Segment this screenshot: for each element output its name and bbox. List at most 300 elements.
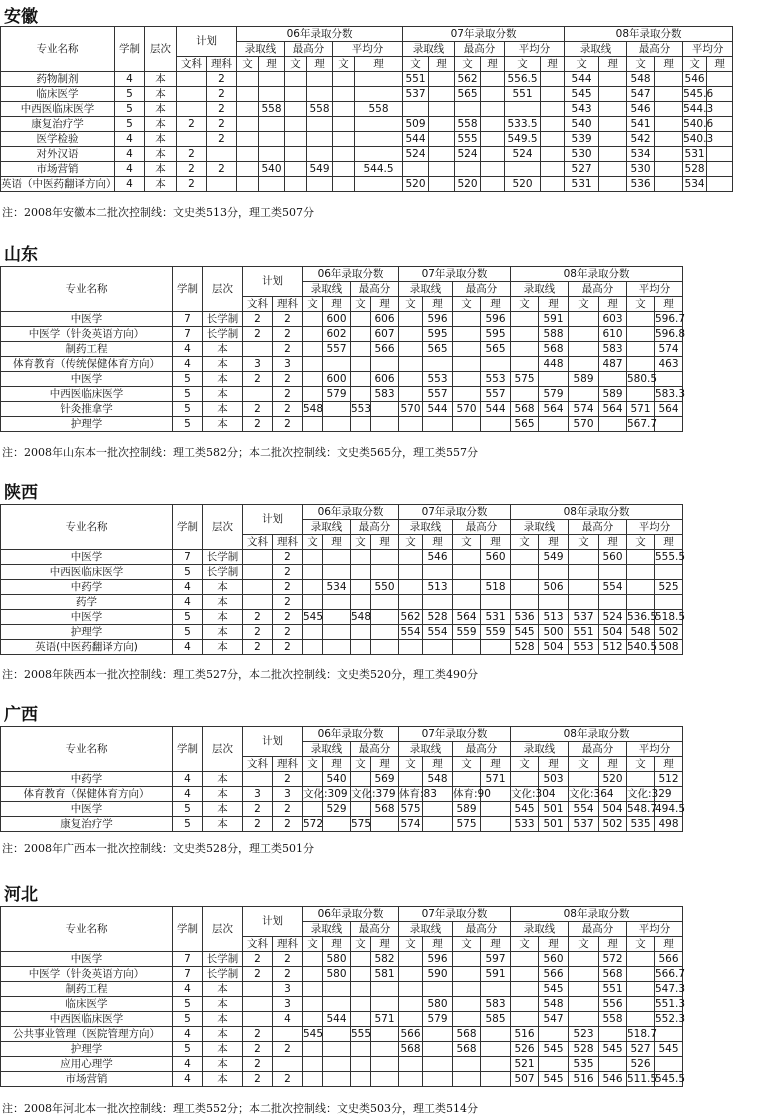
score-cell: [511, 997, 539, 1012]
header-score-type: 录取线: [303, 742, 351, 757]
score-cell: 546: [684, 72, 705, 85]
header-score-type: 最高分: [627, 42, 683, 57]
score-cell: 504: [599, 625, 627, 640]
major-name: 中医学: [1, 802, 173, 817]
score-cell: [453, 772, 481, 787]
score-cell: 543: [565, 102, 599, 117]
score-cell: 体育:90: [453, 787, 491, 800]
score-cell: [481, 132, 505, 147]
score-cell: [307, 117, 333, 132]
score-cell: [655, 147, 683, 162]
table-row: [1, 117, 767, 132]
score-cell: [453, 997, 481, 1012]
score-cell: [505, 102, 541, 117]
score-cell: [351, 312, 371, 327]
plan-arts: 2: [243, 1072, 273, 1087]
score-cell: [333, 117, 355, 132]
score-cell: 556.5: [505, 72, 541, 87]
major-name: 护理学: [1, 625, 173, 640]
table-row: [1, 342, 767, 357]
level: 长学制: [203, 550, 243, 565]
score-cell: [429, 147, 455, 162]
score-cell: 568: [453, 1042, 481, 1057]
level: 本: [145, 177, 177, 192]
score-cell: [351, 595, 371, 610]
header-track: 理: [541, 57, 565, 72]
score-cell: [351, 952, 371, 967]
score-cell: 564: [599, 402, 627, 417]
score-cell: [303, 565, 323, 580]
header-track: 文: [511, 535, 539, 550]
score-cell: 534: [627, 147, 655, 162]
score-cell: [303, 802, 323, 817]
header-track: 文: [627, 535, 655, 550]
major-name: 中西医临床医学: [1, 102, 115, 117]
header-track: 理: [423, 757, 453, 772]
score-cell: [303, 1042, 323, 1057]
score-cell: 523: [569, 1027, 599, 1042]
plan-arts: [243, 1012, 273, 1027]
score-cell: 567.7: [627, 417, 658, 430]
duration: 5: [173, 817, 203, 832]
score-table: [0, 266, 767, 432]
score-cell: 512: [599, 640, 627, 655]
table-row: [1, 72, 767, 87]
score-table: [0, 726, 767, 832]
score-cell: [399, 312, 423, 327]
score-cell: 589: [569, 372, 599, 387]
score-cell: [399, 357, 423, 372]
plan-arts: [177, 87, 207, 102]
score-cell: [569, 387, 599, 402]
score-cell: 504: [539, 640, 569, 655]
score-cell: [303, 952, 323, 967]
duration: 5: [173, 802, 203, 817]
header-score-type: 录取线: [511, 520, 569, 535]
header-track: 文: [399, 535, 423, 550]
plan-arts: [243, 387, 273, 402]
level: 长学制: [203, 952, 243, 967]
score-cell: [351, 802, 371, 817]
score-cell: [303, 625, 323, 640]
plan-science: 3: [273, 982, 303, 997]
header-score-type: 最高分: [453, 742, 511, 757]
score-cell: [655, 372, 683, 387]
score-cell: [627, 595, 655, 610]
score-cell: [627, 312, 655, 327]
header-track: 理: [323, 937, 351, 952]
score-cell: [453, 952, 481, 967]
score-cell: [237, 87, 259, 102]
score-cell: 542: [627, 132, 655, 147]
score-cell: 545: [511, 802, 539, 817]
score-cell: [307, 147, 333, 162]
province-title: 广西: [4, 705, 38, 725]
plan-arts: 2: [243, 1027, 273, 1042]
header-score-type: 最高分: [351, 520, 399, 535]
score-cell: 580: [323, 967, 351, 982]
score-cell: [303, 417, 323, 432]
score-cell: 570: [453, 402, 481, 417]
score-cell: [355, 147, 403, 162]
score-cell: 565: [423, 342, 453, 357]
score-cell: [569, 772, 599, 787]
score-cell: [285, 147, 307, 162]
header-track: 理: [481, 57, 505, 72]
score-cell: [481, 162, 505, 177]
score-cell: 527: [627, 1042, 655, 1057]
score-cell: [627, 342, 655, 357]
score-cell: [323, 402, 351, 417]
header-duration: 学制: [173, 907, 203, 952]
score-cell: [333, 162, 355, 177]
score-cell: [481, 595, 511, 610]
major-name: 体育教育（保健体育方向）: [1, 787, 173, 802]
score-cell: [453, 967, 481, 982]
score-cell: 554: [400, 625, 421, 638]
header-duration: 学制: [173, 505, 203, 550]
score-cell: 575: [351, 817, 372, 830]
score-cell: 535: [627, 817, 655, 832]
duration: 4: [173, 595, 203, 610]
score-cell: [351, 372, 371, 387]
plan-science: [273, 1057, 303, 1072]
major-name: 中医学: [1, 312, 173, 327]
score-cell: [307, 132, 333, 147]
score-cell: [481, 640, 511, 655]
score-cell: 540.6: [683, 117, 714, 130]
duration: 7: [173, 312, 203, 327]
header-score-type: 录取线: [399, 520, 453, 535]
plan-science: [207, 177, 237, 192]
score-cell: [323, 1057, 351, 1072]
header-track: 理: [539, 535, 569, 550]
score-cell: [351, 387, 371, 402]
score-cell: 585: [481, 1012, 511, 1027]
header-track: 理: [539, 297, 569, 312]
header-track: 文: [569, 535, 599, 550]
header-track: 理: [423, 937, 453, 952]
level: 本: [203, 625, 243, 640]
score-cell: [511, 580, 539, 595]
header-track: 理: [599, 757, 627, 772]
score-cell: [399, 417, 423, 432]
duration: 5: [173, 417, 203, 432]
score-cell: 531: [481, 610, 511, 625]
header-year-07: 07年录取分数: [399, 505, 511, 520]
score-cell: 521: [511, 1057, 539, 1072]
header-track: 理: [371, 535, 399, 550]
plan-arts: 2: [243, 640, 273, 655]
score-cell: 530: [565, 147, 599, 162]
score-cell: [355, 87, 403, 102]
score-cell: [627, 565, 655, 580]
score-cell: [429, 87, 455, 102]
header-track: 理: [599, 937, 627, 952]
score-cell: 501: [539, 817, 569, 832]
score-cell: 549: [307, 162, 333, 177]
score-cell: 566: [400, 1027, 421, 1040]
score-cell: [323, 997, 351, 1012]
table-row: [1, 595, 767, 610]
score-cell: 534: [323, 580, 351, 595]
header-score-type: 最高分: [569, 742, 627, 757]
duration: 4: [173, 580, 203, 595]
score-cell: 571: [481, 772, 511, 787]
header-score-type: 最高分: [569, 922, 627, 937]
header-year-07: 07年录取分数: [399, 907, 511, 922]
score-cell: [403, 162, 429, 177]
plan-science: 3: [273, 997, 303, 1012]
level: 本: [203, 402, 243, 417]
score-cell: 518: [481, 580, 511, 595]
score-cell: [599, 1027, 627, 1042]
score-cell: [429, 72, 455, 87]
score-cell: 596.8: [655, 327, 686, 340]
score-cell: [399, 387, 423, 402]
score-cell: [453, 342, 481, 357]
score-cell: [399, 1057, 423, 1072]
duration: 4: [173, 1057, 203, 1072]
score-cell: [399, 967, 423, 982]
duration: 5: [173, 387, 203, 402]
header-track: 理: [323, 535, 351, 550]
score-cell: [481, 72, 505, 87]
score-cell: 560: [599, 550, 627, 565]
score-cell: [285, 102, 307, 117]
header-year-06: 06年录取分数: [237, 27, 403, 42]
score-cell: 500: [539, 625, 569, 640]
header-track: 文: [569, 297, 599, 312]
score-cell: 565: [511, 417, 539, 432]
plan-arts: 2: [243, 327, 273, 342]
score-cell: 546: [423, 550, 453, 565]
score-cell: [399, 772, 423, 787]
level: 长学制: [203, 312, 243, 327]
score-cell: 583: [371, 387, 399, 402]
score-cell: [707, 177, 733, 192]
score-cell: 513: [423, 580, 453, 595]
score-cell: 596: [423, 312, 453, 327]
score-cell: [541, 147, 565, 162]
score-cell: 535: [569, 1057, 599, 1072]
header-year-06: 06年录取分数: [303, 505, 399, 520]
score-cell: [351, 625, 371, 640]
header-score-type: 平均分: [627, 520, 683, 535]
score-cell: 544: [481, 402, 511, 417]
duration: 4: [173, 640, 203, 655]
score-cell: 545: [539, 1042, 569, 1057]
score-cell: [569, 312, 599, 327]
score-cell: [351, 327, 371, 342]
plan-science: 2: [273, 550, 303, 565]
major-name: 药学: [1, 595, 173, 610]
score-cell: [371, 595, 399, 610]
table-row: [1, 802, 767, 817]
header-track: 理: [423, 297, 453, 312]
major-name: 对外汉语: [1, 147, 115, 162]
score-cell: [351, 550, 371, 565]
score-cell: [429, 132, 455, 147]
score-cell: [323, 550, 351, 565]
score-cell: [569, 580, 599, 595]
plan-arts: 2: [243, 967, 273, 982]
score-cell: [371, 640, 399, 655]
score-cell: [481, 1057, 511, 1072]
score-cell: [371, 417, 399, 432]
score-cell: [237, 102, 259, 117]
score-cell: 498: [655, 817, 683, 832]
score-cell: 544: [323, 1012, 351, 1027]
score-cell: 600: [323, 312, 351, 327]
score-cell: 548: [539, 997, 569, 1012]
major-name: 医学检验: [1, 132, 115, 147]
score-cell: [423, 1027, 453, 1042]
score-cell: 574: [655, 342, 683, 357]
score-cell: [303, 1057, 323, 1072]
duration: 5: [115, 102, 145, 117]
score-cell: [323, 417, 351, 432]
header-score-type: 录取线: [399, 922, 453, 937]
score-cell: [399, 952, 423, 967]
header-track: 理: [481, 757, 511, 772]
score-cell: 463: [655, 357, 683, 372]
score-cell: 545.6: [683, 87, 714, 100]
plan-science: 2: [273, 817, 303, 832]
score-cell: [351, 997, 371, 1012]
level: 本: [145, 147, 177, 162]
score-cell: [655, 565, 683, 580]
duration: 5: [115, 117, 145, 132]
score-cell: [707, 72, 733, 87]
score-cell: 545: [655, 1042, 683, 1057]
plan-science: 2: [273, 580, 303, 595]
header-track: 文: [399, 297, 423, 312]
score-cell: 547.3: [655, 982, 686, 995]
score-cell: 568: [453, 1027, 481, 1042]
header-score-type: 最高分: [453, 520, 511, 535]
score-cell: [323, 357, 351, 372]
header-year-08: 08年录取分数: [511, 727, 683, 742]
duration: 7: [173, 550, 203, 565]
header-track: 理: [259, 57, 285, 72]
score-cell: 551.3: [655, 997, 686, 1010]
score-cell: [423, 982, 453, 997]
header-track: 理: [371, 297, 399, 312]
table-row: [1, 1057, 767, 1072]
plan-science: 2: [273, 952, 303, 967]
header-plan: 计划: [243, 907, 303, 937]
header-year-07: 07年录取分数: [399, 267, 511, 282]
score-table: [0, 26, 767, 192]
score-cell: [429, 117, 455, 132]
duration: 4: [173, 342, 203, 357]
table-row: [1, 162, 767, 177]
table-row: [1, 967, 767, 982]
score-cell: [351, 982, 371, 997]
score-cell: 591: [481, 967, 511, 982]
score-cell: 597: [481, 952, 511, 967]
major-name: 中西医临床医学: [1, 1012, 173, 1027]
header-score-type: 最高分: [351, 742, 399, 757]
score-cell: 575: [511, 372, 539, 387]
score-cell: 571: [627, 402, 655, 417]
level: 本: [203, 640, 243, 655]
score-cell: 549.5: [505, 132, 541, 147]
plan-arts: [243, 580, 273, 595]
score-cell: [355, 177, 403, 192]
score-cell: [303, 1072, 323, 1087]
plan-science: 2: [207, 87, 237, 102]
header-track: 理: [481, 297, 511, 312]
score-cell: [399, 640, 423, 655]
plan-science: 2: [273, 565, 303, 580]
score-cell: 530: [627, 162, 655, 177]
score-cell: [423, 1072, 453, 1087]
header-level: 层次: [203, 267, 243, 312]
score-cell: 558: [355, 102, 403, 117]
score-cell: 596.7: [655, 312, 686, 325]
score-cell: [333, 87, 355, 102]
header-track: 理: [599, 297, 627, 312]
major-name: 中医学（针灸英语方向）: [1, 967, 173, 982]
duration: 5: [173, 997, 203, 1012]
score-cell: 528: [511, 640, 539, 655]
score-cell: 557: [481, 387, 511, 402]
header-score-type: 录取线: [237, 42, 285, 57]
plan-science: 2: [273, 595, 303, 610]
table-row: [1, 387, 767, 402]
header-track: 文: [351, 297, 371, 312]
level: 本: [203, 357, 243, 372]
score-cell: 506: [539, 580, 569, 595]
header-track: 理: [307, 57, 333, 72]
major-name: 市场营销: [1, 162, 115, 177]
table-row: [1, 1012, 767, 1027]
plan-science: 2: [273, 417, 303, 432]
score-cell: [569, 342, 599, 357]
score-cell: [351, 1072, 371, 1087]
header-arts: 文科: [243, 535, 273, 550]
score-cell: [569, 967, 599, 982]
header-track: 理: [599, 535, 627, 550]
header-track: 文: [333, 57, 355, 72]
score-cell: 595: [481, 327, 511, 342]
score-cell: 555.5: [655, 550, 686, 563]
score-cell: 551: [569, 625, 599, 640]
duration: 5: [173, 372, 203, 387]
score-cell: [453, 1072, 481, 1087]
score-cell: [541, 87, 565, 102]
score-cell: [303, 312, 323, 327]
score-cell: [323, 625, 351, 640]
header-track: 理: [599, 57, 627, 72]
score-cell: [351, 640, 371, 655]
duration: 4: [173, 1027, 203, 1042]
score-cell: [323, 1027, 351, 1042]
score-cell: 588: [539, 327, 569, 342]
duration: 7: [173, 327, 203, 342]
score-cell: 544.5: [355, 162, 403, 177]
table-row: [1, 402, 767, 417]
score-cell: [655, 102, 683, 117]
score-cell: 516: [569, 1072, 599, 1087]
score-cell: 502: [599, 817, 627, 832]
province-title: 山东: [4, 245, 38, 265]
score-cell: [599, 117, 627, 132]
score-cell: 548: [351, 610, 372, 623]
score-cell: 545: [511, 625, 539, 640]
